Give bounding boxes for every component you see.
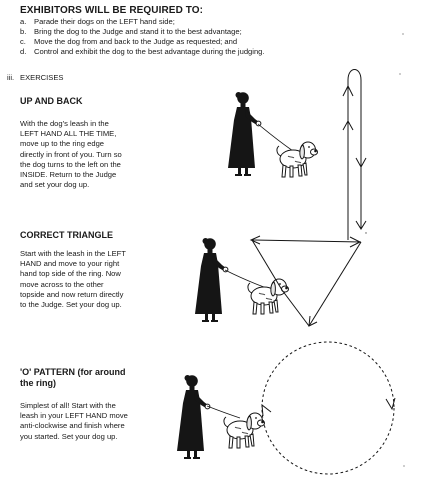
exercise-body: Start with the leash in the LEFT HAND and move to your right hand top side of the ring. Now move across to the other topside and now return directly to the Judge. Set your dog up. (20, 249, 126, 310)
exercise-title: 'O' PATTERN (for around the ring) (20, 367, 126, 388)
dog-figure-2 (248, 279, 289, 314)
o-pattern-path (262, 342, 395, 474)
dog-figure-1 (277, 142, 318, 177)
requirement-text: Parade their dogs on the LEFT hand side; (34, 17, 175, 26)
requirement-letter: a. (20, 17, 27, 26)
requirement-letter: b. (20, 27, 27, 36)
requirements-heading: EXHIBITORS WILL BE REQUIRED TO: (20, 5, 204, 16)
section-title: EXERCISES (20, 73, 64, 82)
requirement-text: Control and exhibit the dog to the best advantage during the judging. (34, 47, 265, 56)
requirement-text: Move the dog from and back to the Judge as requested; and (34, 37, 238, 46)
requirement-letter: d. (20, 47, 27, 56)
exercise-title: UP AND BACK (20, 96, 83, 106)
scan-marks (365, 33, 404, 466)
requirement-text: Bring the dog to the Judge and stand it to the best advantage; (34, 27, 242, 36)
dog-figure-3 (224, 413, 265, 448)
exercise-title: CORRECT TRIANGLE (20, 230, 113, 240)
triangle-path (251, 236, 361, 326)
up-and-back-path (343, 70, 366, 241)
exercise-body: With the dog's leash in the LEFT HAND ALL THE TIME, move up to the ring edge directly in front of you. Turn so the dog turns to the left on the INSIDE. Return to the Judge and set your dog up. (20, 119, 122, 190)
section-numeral: iii. (7, 73, 15, 82)
exercise-body: Simplest of all! Start with the leash in your LEFT HAND move anti-clockwise and finish where you started. Set your dog up. (20, 401, 128, 441)
requirement-letter: c. (20, 37, 26, 46)
